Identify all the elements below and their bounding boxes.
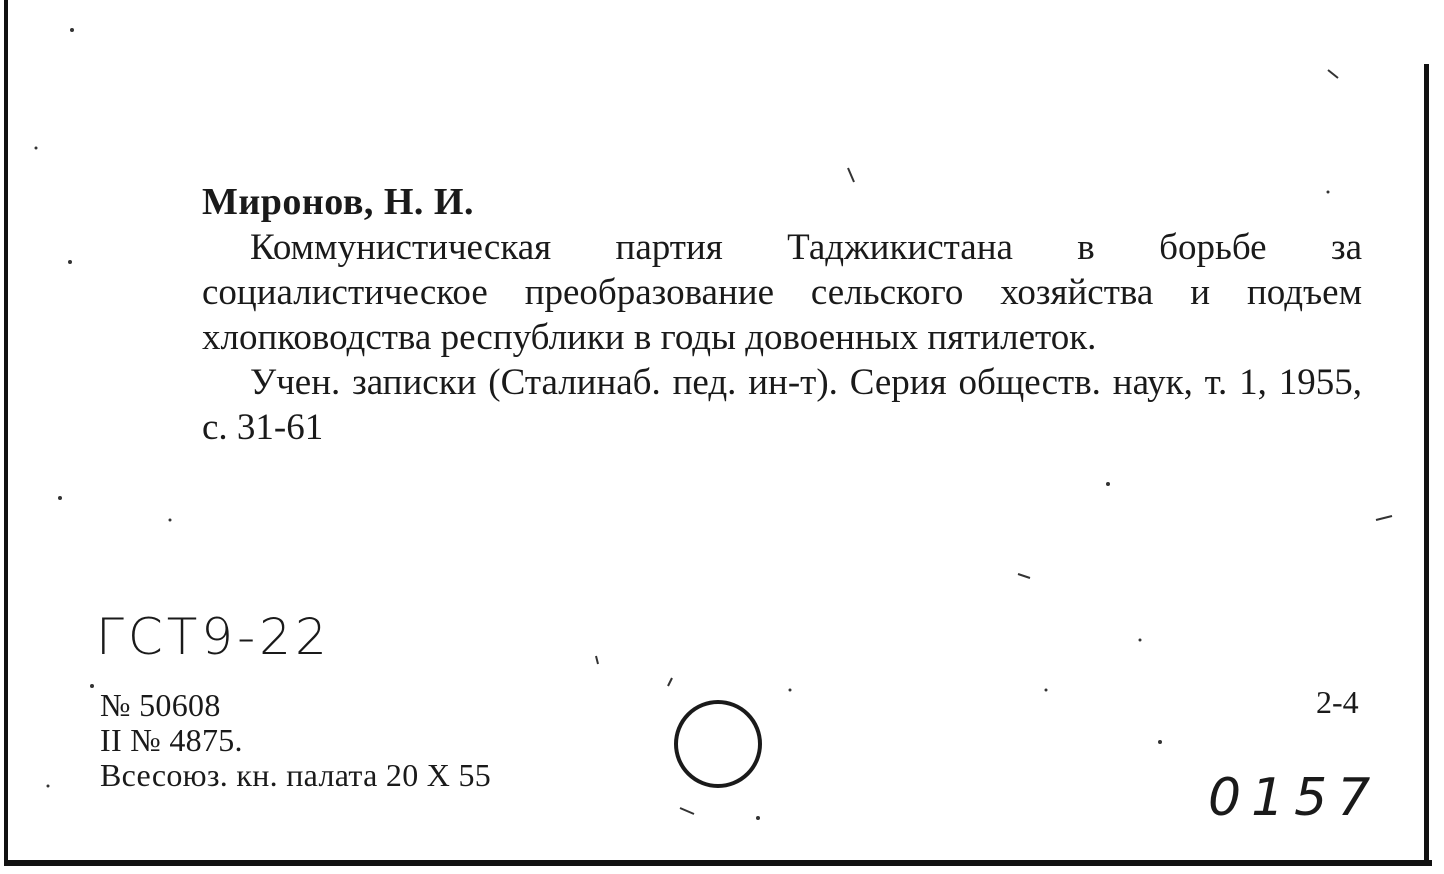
stamp-circle-icon [672, 698, 764, 790]
registration-block [100, 688, 491, 793]
author-heading: Миронов, Н. И. [202, 181, 474, 223]
registration-number: № 50608 [100, 687, 221, 723]
source-paragraph: Учен. записки (Сталинаб. пед. ин-т). Серия обществ. наук, т. 1, 1955, с. 31-61 [202, 362, 1362, 448]
handwritten-inventory-number: 0157 [1208, 768, 1381, 828]
handwritten-classification-code: ГСТ9-22 [96, 608, 331, 666]
card-border-left [4, 0, 8, 866]
second-registration-number: II № 4875. [100, 722, 243, 758]
card-border-right [1424, 64, 1429, 864]
copies-mark: 2-4 [1316, 684, 1359, 720]
title-paragraph: Коммунистическая партия Таджикистана в борьбе за социалистическое преобразование сельского хозяйства и подъем хлопководства республики в годы довоенных пятилеток. [202, 227, 1362, 358]
bibliographic-entry [202, 180, 1362, 450]
book-chamber-line: Всесоюз. кн. палата 20 X 55 [100, 757, 492, 793]
card-border-bottom [4, 860, 1432, 866]
